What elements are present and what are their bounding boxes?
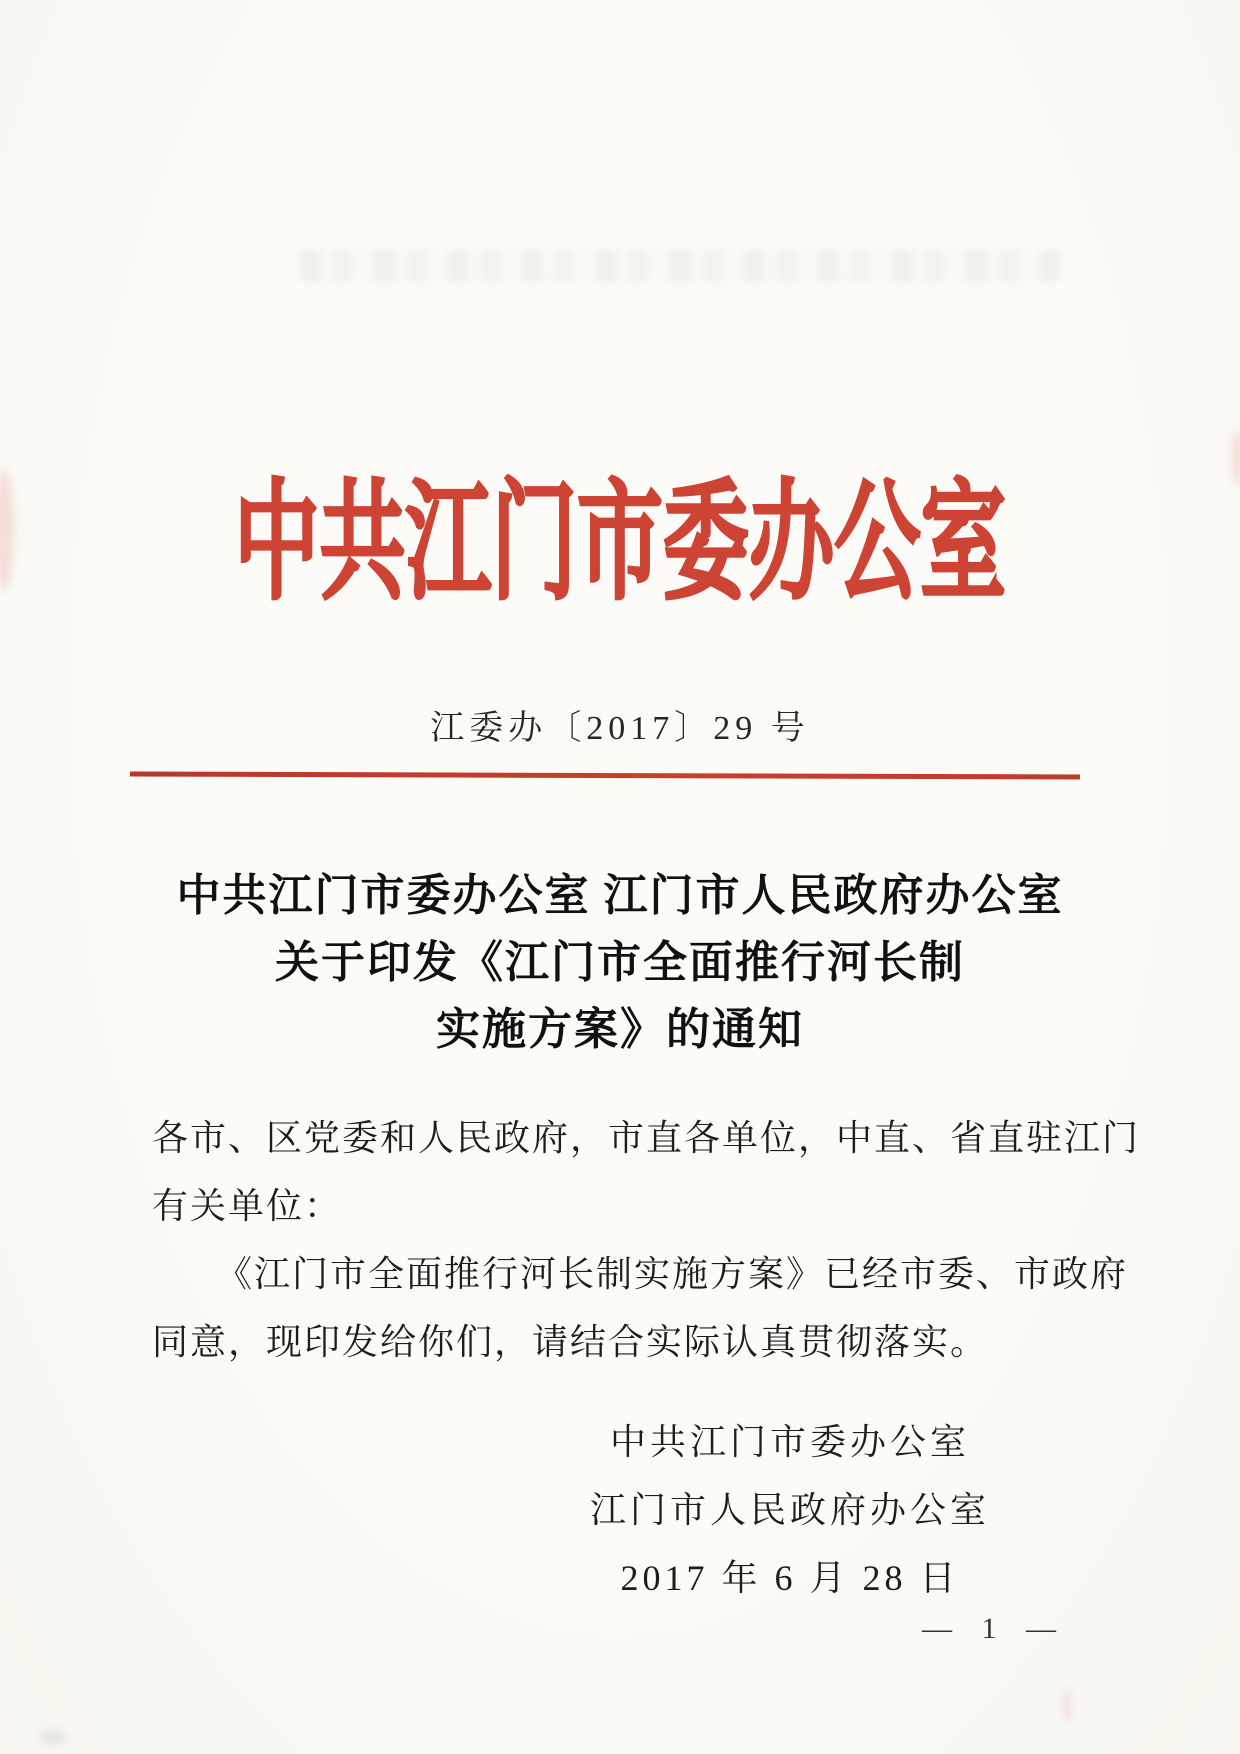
document-title-line-2: 关于印发《江门市全面推行河长制 [275, 938, 965, 987]
scan-smudge-artifact [40, 1730, 66, 1744]
scan-smudge-artifact [1062, 1688, 1072, 1722]
signature-block [590, 1408, 990, 1612]
scan-smudge-artifact [0, 470, 14, 590]
body-text [152, 1104, 1141, 1376]
salutation-line-1: 各市、区党委和人民政府，市直各单位，中直、省直驻江门 [152, 1118, 1141, 1158]
paragraph-line-1: 《江门市全面推行河长制实施方案》已经市委、市政府 [216, 1254, 1129, 1294]
paragraph-line-2: 同意，现印发给你们，请结合实际认真贯彻落实。 [152, 1322, 989, 1362]
signature-org-2: 江门市人民政府办公室 [589, 1490, 990, 1530]
salutation-line-2: 有关单位： [152, 1186, 343, 1226]
scan-smudge-artifact [1231, 430, 1240, 485]
signature-date: 2017 年 6 月 28 日 [620, 1558, 960, 1598]
document-number: 江委办〔2017〕29 号 [430, 710, 810, 747]
document-title-line-3: 实施方案》的通知 [436, 1005, 804, 1054]
signature-org-1: 中共江门市委办公室 [609, 1422, 970, 1462]
red-divider-line [130, 772, 1080, 780]
scan-ghost-text-artifact [300, 250, 1060, 282]
document-title [0, 862, 1240, 1063]
document-title-line-1: 中共江门市委办公室 江门市人民政府办公室 [176, 871, 1064, 920]
letterhead-title: 中共江门市委办公室 [233, 472, 1007, 616]
page-number: — 1 — [922, 1612, 1058, 1645]
